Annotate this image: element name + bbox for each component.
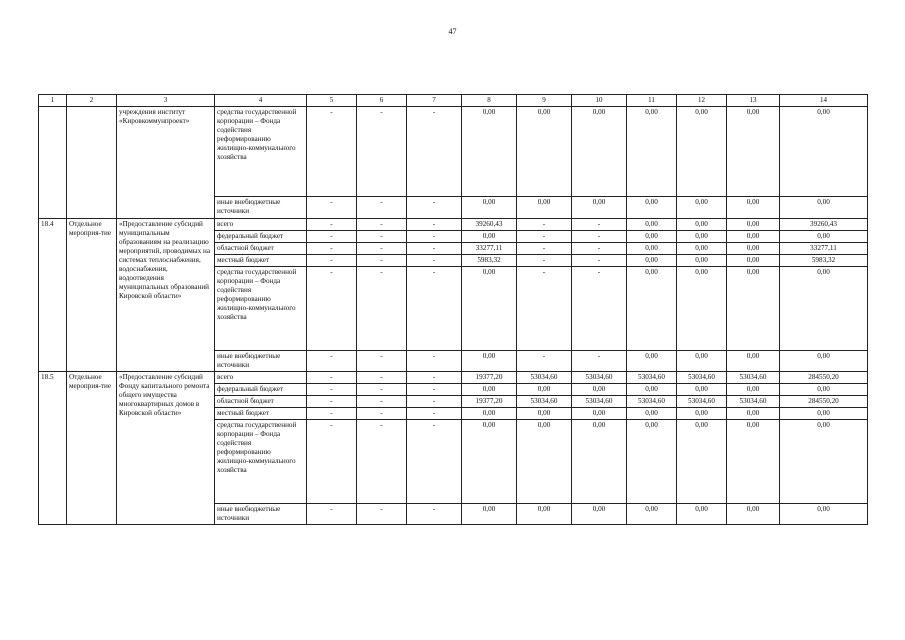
column-header: 3 <box>117 95 215 107</box>
value-cell: 0,00 <box>727 107 780 197</box>
value-cell: - <box>357 384 407 396</box>
funding-source: всего <box>215 372 307 384</box>
value-cell: 0,00 <box>677 219 727 231</box>
value-cell: 0,00 <box>462 384 517 396</box>
value-cell: - <box>407 504 462 525</box>
value-cell: 39260,43 <box>780 219 868 231</box>
value-cell: 0,00 <box>727 504 780 525</box>
value-cell: 0,00 <box>727 197 780 219</box>
value-cell: - <box>572 243 627 255</box>
value-cell: 0,00 <box>627 504 677 525</box>
value-cell: 5983,32 <box>462 255 517 267</box>
item-type: Отдельное мероприя-тие <box>67 219 117 372</box>
value-cell: - <box>572 351 627 372</box>
value-cell: 0,00 <box>462 420 517 504</box>
value-cell: 0,00 <box>572 420 627 504</box>
value-cell: - <box>307 420 357 504</box>
value-cell: - <box>307 504 357 525</box>
value-cell: 0,00 <box>677 107 727 197</box>
funding-source: всего <box>215 219 307 231</box>
value-cell: - <box>517 219 572 231</box>
value-cell: 0,00 <box>462 231 517 243</box>
value-cell: 0,00 <box>462 351 517 372</box>
item-number: 18.5 <box>39 372 67 525</box>
value-cell: - <box>407 351 462 372</box>
value-cell: - <box>357 372 407 384</box>
value-cell: 0,00 <box>572 504 627 525</box>
value-cell: 0,00 <box>677 255 727 267</box>
value-cell: 53034,60 <box>517 396 572 408</box>
value-cell: 0,00 <box>727 351 780 372</box>
value-cell: - <box>357 267 407 351</box>
value-cell: 33277,11 <box>462 243 517 255</box>
value-cell: 0,00 <box>462 504 517 525</box>
value-cell: - <box>307 372 357 384</box>
value-cell: 0,00 <box>780 408 868 420</box>
column-header: 6 <box>357 95 407 107</box>
value-cell: 284550,20 <box>780 396 868 408</box>
value-cell: 0,00 <box>627 408 677 420</box>
value-cell: 53034,60 <box>572 372 627 384</box>
funding-source: областной бюджет <box>215 396 307 408</box>
value-cell: - <box>517 267 572 351</box>
column-header: 8 <box>462 95 517 107</box>
header-row <box>39 95 868 107</box>
column-header: 12 <box>677 95 727 107</box>
value-cell: 0,00 <box>780 384 868 396</box>
value-cell: - <box>307 396 357 408</box>
value-cell: 0,00 <box>572 384 627 396</box>
value-cell: 0,00 <box>677 384 727 396</box>
funding-source: федеральный бюджет <box>215 384 307 396</box>
column-header: 14 <box>780 95 868 107</box>
value-cell: - <box>357 107 407 197</box>
value-cell: 284550,20 <box>780 372 868 384</box>
value-cell: 0,00 <box>517 408 572 420</box>
value-cell: - <box>357 197 407 219</box>
value-cell: 0,00 <box>780 504 868 525</box>
value-cell: 53034,60 <box>517 372 572 384</box>
value-cell: 39260,43 <box>462 219 517 231</box>
page-number: 47 <box>448 27 457 36</box>
value-cell: - <box>307 408 357 420</box>
value-cell: 0,00 <box>727 231 780 243</box>
item-type <box>67 107 117 219</box>
funding-source: иные внебюджетные источники <box>215 351 307 372</box>
value-cell: 0,00 <box>627 219 677 231</box>
value-cell: - <box>357 219 407 231</box>
value-cell: - <box>572 231 627 243</box>
value-cell: 53034,60 <box>677 396 727 408</box>
value-cell: 0,00 <box>727 243 780 255</box>
value-cell: - <box>357 231 407 243</box>
value-cell: - <box>407 219 462 231</box>
value-cell: 0,00 <box>627 243 677 255</box>
item-description: «Предоставление субсидий Фонду капитального ремонта общего имущества многоквартирных домов в Кировской области» <box>117 372 215 525</box>
value-cell: 0,00 <box>517 504 572 525</box>
value-cell: - <box>307 107 357 197</box>
value-cell: 0,00 <box>727 408 780 420</box>
value-cell: 0,00 <box>462 267 517 351</box>
value-cell: - <box>307 243 357 255</box>
value-cell: 53034,60 <box>627 372 677 384</box>
value-cell: - <box>357 351 407 372</box>
funding-source: федеральный бюджет <box>215 231 307 243</box>
funding-source: иные внебюджетные источники <box>215 504 307 525</box>
value-cell: 0,00 <box>627 267 677 351</box>
value-cell: - <box>307 197 357 219</box>
funding-source: средства государственной корпорации – Фонда содействия реформированию жилищно-коммунального хозяйства <box>215 420 307 504</box>
value-cell: - <box>407 255 462 267</box>
value-cell: 0,00 <box>677 504 727 525</box>
value-cell: - <box>517 351 572 372</box>
value-cell: - <box>357 396 407 408</box>
budget-table <box>38 94 868 525</box>
item-number <box>39 107 67 219</box>
value-cell: 0,00 <box>627 420 677 504</box>
value-cell: - <box>407 420 462 504</box>
value-cell: - <box>307 219 357 231</box>
value-cell: 0,00 <box>572 408 627 420</box>
value-cell: - <box>407 231 462 243</box>
value-cell: 0,00 <box>517 384 572 396</box>
funding-source: средства государственной корпорации – Фонда содействия реформированию жилищно-коммунального хозяйства <box>215 107 307 197</box>
value-cell: - <box>572 255 627 267</box>
column-header: 10 <box>572 95 627 107</box>
value-cell: 0,00 <box>780 351 868 372</box>
value-cell: - <box>517 231 572 243</box>
value-cell: - <box>357 243 407 255</box>
funding-source: местный бюджет <box>215 408 307 420</box>
value-cell: - <box>307 231 357 243</box>
table-row <box>39 107 868 197</box>
value-cell: - <box>307 384 357 396</box>
value-cell: 0,00 <box>517 107 572 197</box>
value-cell: 0,00 <box>780 420 868 504</box>
table-row <box>39 372 868 384</box>
item-type: Отдельное мероприя-тие <box>67 372 117 525</box>
value-cell: 0,00 <box>727 384 780 396</box>
value-cell: 0,00 <box>627 107 677 197</box>
value-cell: 33277,11 <box>780 243 868 255</box>
column-header: 1 <box>39 95 67 107</box>
column-header: 4 <box>215 95 307 107</box>
value-cell: 5983,32 <box>780 255 868 267</box>
value-cell: 0,00 <box>462 408 517 420</box>
value-cell: - <box>517 255 572 267</box>
value-cell: 0,00 <box>517 197 572 219</box>
value-cell: 0,00 <box>677 243 727 255</box>
value-cell: 19377,20 <box>462 372 517 384</box>
value-cell: 53034,60 <box>727 372 780 384</box>
value-cell: 19377,20 <box>462 396 517 408</box>
value-cell: 0,00 <box>462 107 517 197</box>
value-cell: 0,00 <box>677 408 727 420</box>
value-cell: 0,00 <box>780 267 868 351</box>
value-cell: 0,00 <box>780 107 868 197</box>
value-cell: 53034,60 <box>727 396 780 408</box>
table-row <box>39 219 868 231</box>
column-header: 11 <box>627 95 677 107</box>
value-cell: 53034,60 <box>572 396 627 408</box>
value-cell: 0,00 <box>517 420 572 504</box>
value-cell: 0,00 <box>677 197 727 219</box>
funding-source: областной бюджет <box>215 243 307 255</box>
value-cell: 0,00 <box>727 420 780 504</box>
item-description: «Предоставление субсидий муниципальным образованиям на реализацию мероприятий, проводимых на системах теплоснабжения, водоснабжения, водоотведения муниципальных образований Кировской области» <box>117 219 215 372</box>
value-cell: 0,00 <box>677 267 727 351</box>
column-header: 13 <box>727 95 780 107</box>
funding-source: местный бюджет <box>215 255 307 267</box>
value-cell: - <box>357 420 407 504</box>
value-cell: - <box>407 243 462 255</box>
value-cell: 0,00 <box>727 255 780 267</box>
item-number: 18.4 <box>39 219 67 372</box>
value-cell: - <box>357 504 407 525</box>
value-cell: 0,00 <box>572 197 627 219</box>
funding-source: иные внебюджетные источники <box>215 197 307 219</box>
value-cell: - <box>407 197 462 219</box>
column-header: 9 <box>517 95 572 107</box>
value-cell: 0,00 <box>677 420 727 504</box>
value-cell: 0,00 <box>780 197 868 219</box>
value-cell: - <box>407 107 462 197</box>
value-cell: 0,00 <box>780 231 868 243</box>
value-cell: 0,00 <box>627 197 677 219</box>
value-cell: - <box>572 219 627 231</box>
value-cell: 0,00 <box>677 231 727 243</box>
value-cell: - <box>307 255 357 267</box>
value-cell: 0,00 <box>627 351 677 372</box>
value-cell: 53034,60 <box>627 396 677 408</box>
value-cell: 0,00 <box>462 197 517 219</box>
value-cell: 0,00 <box>727 219 780 231</box>
value-cell: - <box>407 267 462 351</box>
funding-source: средства государственной корпорации – Фонда содействия реформированию жилищно-коммунального хозяйства <box>215 267 307 351</box>
column-header: 5 <box>307 95 357 107</box>
column-header: 7 <box>407 95 462 107</box>
value-cell: 0,00 <box>627 231 677 243</box>
value-cell: - <box>407 408 462 420</box>
value-cell: 0,00 <box>627 255 677 267</box>
item-description: учреждения институт «Кировкоммунпроект» <box>117 107 215 219</box>
value-cell: - <box>407 384 462 396</box>
value-cell: 0,00 <box>627 384 677 396</box>
value-cell: - <box>517 243 572 255</box>
value-cell: - <box>357 255 407 267</box>
value-cell: - <box>407 396 462 408</box>
value-cell: - <box>357 408 407 420</box>
value-cell: 53034,60 <box>677 372 727 384</box>
value-cell: - <box>307 351 357 372</box>
value-cell: 0,00 <box>727 267 780 351</box>
value-cell: - <box>572 267 627 351</box>
value-cell: 0,00 <box>677 351 727 372</box>
value-cell: - <box>307 267 357 351</box>
column-header: 2 <box>67 95 117 107</box>
value-cell: 0,00 <box>572 107 627 197</box>
value-cell: - <box>407 372 462 384</box>
